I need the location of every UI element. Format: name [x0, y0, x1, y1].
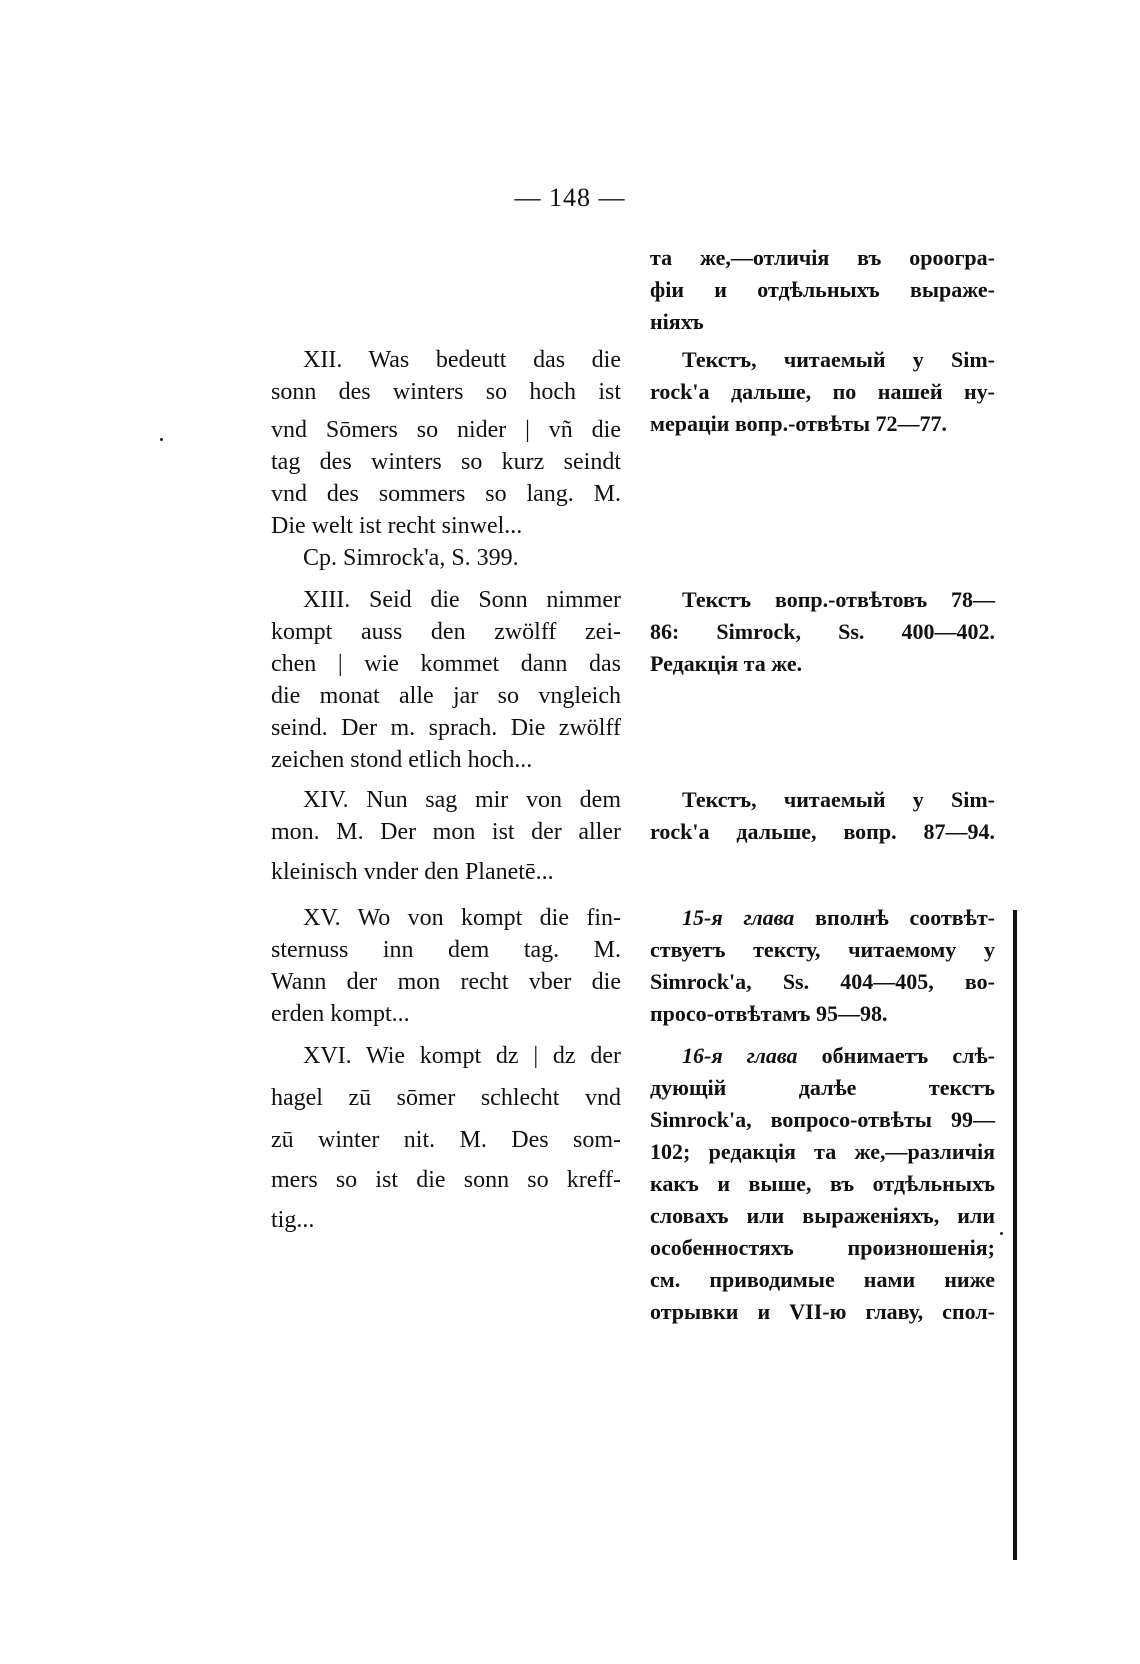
text-line: Wann der mon recht vber die	[271, 969, 621, 995]
text-line: 86: Simrock, Ss. 400—402.	[650, 619, 995, 644]
entry-xiv	[271, 784, 621, 888]
text-line	[650, 902, 995, 934]
text-line: XVI. Wie kompt dz | dz der	[303, 1043, 621, 1069]
text-line: tig...	[271, 1207, 315, 1233]
text-line: дующій далѣе текстъ	[650, 1075, 995, 1100]
text-line: Simrock'a, вопросо-отвѣты 99—	[650, 1107, 995, 1132]
text-line: kompt auss den zwölff zei-	[271, 619, 621, 645]
page-number: — 148 —	[514, 183, 626, 212]
entry-xiii	[271, 584, 621, 776]
text-fragment: вполнѣ соотвѣт-	[794, 905, 995, 930]
text-line: Текстъ, читаемый у Sim-	[682, 347, 995, 372]
margin-rule	[1013, 910, 1017, 1560]
entry-xii	[271, 344, 621, 574]
text-line: XV. Wo von kompt die fin-	[303, 905, 621, 931]
note-r6	[650, 1040, 995, 1328]
text-line: rock'a дальше, по нашей ну-	[650, 379, 995, 404]
text-line: словахъ или выраженіяхъ, или	[650, 1203, 995, 1228]
text-line	[650, 1040, 995, 1072]
text-line: Die welt ist recht sinwel...	[271, 513, 523, 539]
text-line: zeichen stond etlich hoch...	[271, 747, 533, 773]
text-line: vnd des sommers so lang. M.	[271, 481, 621, 507]
note-r3	[650, 584, 995, 680]
scan-speck	[160, 438, 163, 441]
text-line: фіи и отдѣльныхъ выраже-	[650, 277, 995, 302]
text-line: chen | wie kommet dann das	[271, 651, 621, 677]
text-line: какъ и выше, въ отдѣльныхъ	[650, 1171, 995, 1196]
text-line: tag des winters so kurz seindt	[271, 449, 621, 475]
text-line: kleinisch vnder den Planetē...	[271, 859, 554, 885]
text-line: die monat alle jar so vngleich	[271, 683, 621, 709]
text-line: XII. Was bedeutt das die	[303, 347, 621, 373]
text-line: mers so ist die sonn so kreff-	[271, 1167, 621, 1193]
text-line: mon. M. Der mon ist der aller	[271, 819, 621, 845]
text-line: sonn des winters so hoch ist	[271, 379, 621, 405]
text-line: отрывки и VII-ю главу, спол-	[650, 1299, 995, 1324]
text-line: 102; редакція та же,—различія	[650, 1139, 995, 1164]
note-r4	[650, 784, 995, 848]
text-line: zū winter nit. M. Des som-	[271, 1127, 621, 1153]
text-line: rock'a дальше, вопр. 87—94.	[650, 819, 995, 844]
chapter-ref: 15-я глава	[682, 905, 795, 930]
text-line: см. приводимые нами ниже	[650, 1267, 995, 1292]
entry-xv	[271, 902, 621, 1030]
text-line: XIV. Nun sag mir von dem	[303, 787, 621, 813]
note-r1	[650, 242, 995, 338]
text-line: seind. Der m. sprach. Die zwölff	[271, 715, 621, 741]
text-line: erden kompt...	[271, 1001, 410, 1027]
text-fragment: обнимаетъ слѣ-	[797, 1043, 995, 1068]
text-line: особенностяхъ произношенія;	[650, 1235, 995, 1260]
text-line: Текстъ, читаемый у Sim-	[682, 787, 995, 812]
note-r2	[650, 344, 995, 440]
chapter-ref: 16-я глава	[682, 1043, 798, 1068]
text-line: Редакція та же.	[650, 651, 803, 676]
text-line: hagel zū sōmer schlecht vnd	[271, 1085, 621, 1111]
text-line: XIII. Seid die Sonn nimmer	[303, 587, 621, 613]
text-line: мераціи вопр.-отвѣты 72—77.	[650, 411, 947, 436]
text-line: та же,—отличія въ ороогра-	[650, 245, 995, 270]
text-line: ствуетъ тексту, читаемому у	[650, 937, 995, 962]
scan-speck	[1000, 1232, 1003, 1235]
text-line: Cp. Simrock'a, S. 399.	[303, 545, 519, 571]
text-line: vnd Sōmers so nider | vñ die	[271, 417, 621, 443]
note-r5	[650, 902, 995, 1030]
text-line: просо-отвѣтамъ 95—98.	[650, 1001, 888, 1026]
text-line: Текстъ вопр.-отвѣтовъ 78—	[682, 587, 995, 612]
entry-xvi	[271, 1040, 621, 1236]
text-line: ніяхъ	[650, 309, 704, 334]
text-line: sternuss inn dem tag. M.	[271, 937, 621, 963]
text-line: Simrock'a, Ss. 404—405, во-	[650, 969, 995, 994]
